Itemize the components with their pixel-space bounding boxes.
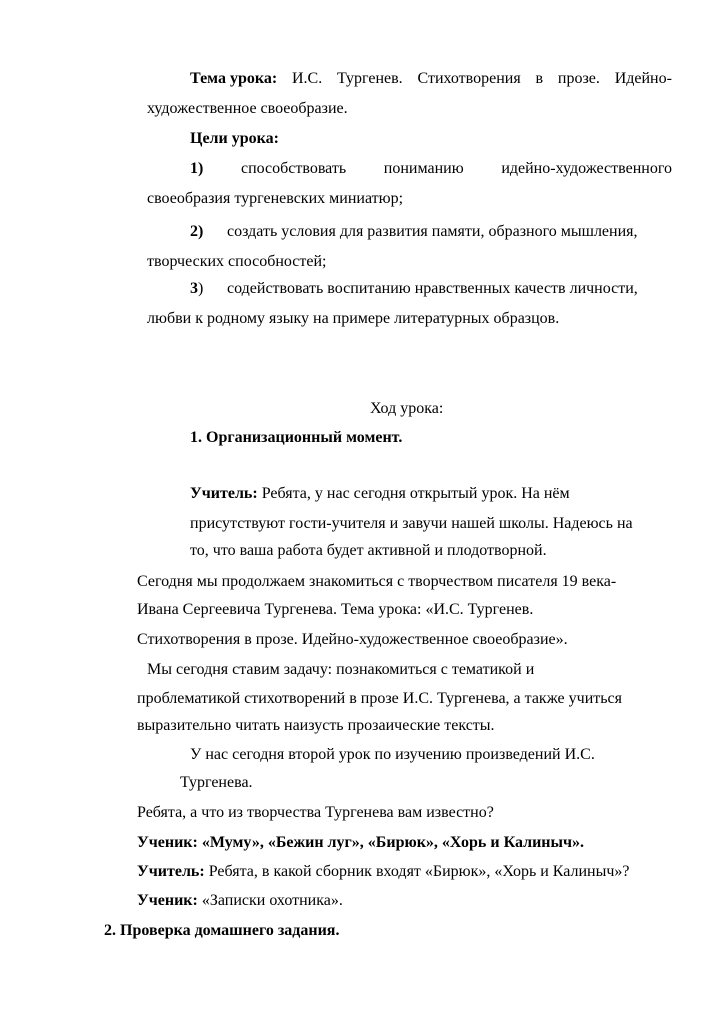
para-1-line-2: Ивана Сергеевича Тургенева. Тема урока: «И.С. Тургенев. xyxy=(137,601,534,618)
goal-2-line-2: творческих способностей; xyxy=(147,253,327,270)
topic-word: Идейно- xyxy=(614,70,672,87)
topic-line-1 xyxy=(190,69,672,89)
goal-1-word: пониманию xyxy=(383,160,464,177)
goal-3-number xyxy=(190,279,203,299)
topic-word: И.С. xyxy=(291,70,323,87)
goal-1-number: 1) xyxy=(190,160,204,177)
teacher-2-text: Ребята, в какой сборник входят «Бирюк», «Хорь и Калиныч»? xyxy=(204,863,630,880)
question-line: Ребята, а что из творчества Тургенева вам известно? xyxy=(137,804,494,821)
goal-2-line-1: создать условия для развития памяти, образного мышления, xyxy=(227,223,638,240)
student-2-text: «Записки охотника». xyxy=(197,892,343,909)
para-2-line-1: Мы сегодня ставим задачу: познакомиться с тематикой и xyxy=(147,661,535,678)
goal-3-number-digit: 3 xyxy=(190,280,198,297)
topic-label: Тема урока: xyxy=(190,70,278,87)
teacher-1-text: Ребята, у нас сегодня открытый урок. На нём xyxy=(257,485,570,502)
student-2-label: Ученик: xyxy=(137,892,198,909)
topic-word: Тургенев. xyxy=(337,70,403,87)
teacher-1-label: Учитель: xyxy=(190,485,258,502)
student-1-line: Ученик: «Муму», «Бежин луг», «Бирюк», «Хорь и Калиныч». xyxy=(137,834,585,851)
teacher-1-line-2: присутствуют гости-учителя и завучи нашей школы. Надеюсь на xyxy=(190,515,633,532)
section-2-title: 2. Проверка домашнего задания. xyxy=(104,922,340,939)
para-2-line-3: выразительно читать наизусть прозаические тексты. xyxy=(137,717,495,734)
topic-word: Стихотворения xyxy=(417,70,521,87)
para-1-line-1: Сегодня мы продолжаем знакомиться с творчеством писателя 19 века- xyxy=(137,573,617,590)
goal-3-number-paren: ) xyxy=(198,280,204,297)
goal-3-line-1: содействовать воспитанию нравственных качеств личности, xyxy=(227,280,638,297)
goal-1-word: идейно-художественного xyxy=(501,160,672,177)
teacher-1-line-3: то, что ваша работа будет активной и плодотворной. xyxy=(190,542,547,559)
course-heading: Ход урока: xyxy=(370,400,444,417)
goal-1-word: способствовать xyxy=(240,160,347,177)
goal-2-number: 2) xyxy=(190,223,204,240)
goal-1-line-2: своеобразия тургеневских миниатюр; xyxy=(147,190,404,207)
para-2-line-2: проблематикой стихотворений в прозе И.С. Тургенева, а также учиться xyxy=(137,690,623,707)
goals-heading: Цели урока: xyxy=(190,130,279,147)
para-1-line-3: Стихотворения в прозе. Идейно-художественное своеобразие». xyxy=(137,631,568,648)
goal-1-line-1 xyxy=(190,159,672,179)
topic-line-2: художественное своеобразие. xyxy=(147,100,348,117)
para-3-line-2: Тургенева. xyxy=(180,774,253,791)
goal-3-line-2: любви к родному языку на примере литературных образцов. xyxy=(147,310,560,327)
student-2-line xyxy=(137,891,343,911)
section-1-title: 1. Организационный момент. xyxy=(190,429,403,446)
para-3-line-1: У нас сегодня второй урок по изучению произведений И.С. xyxy=(190,746,595,763)
teacher-2-label: Учитель: xyxy=(137,863,205,880)
topic-word: прозе. xyxy=(557,70,600,87)
topic-word: в xyxy=(535,70,544,87)
teacher-2-line xyxy=(137,862,630,882)
teacher-1-line-1 xyxy=(190,484,570,504)
